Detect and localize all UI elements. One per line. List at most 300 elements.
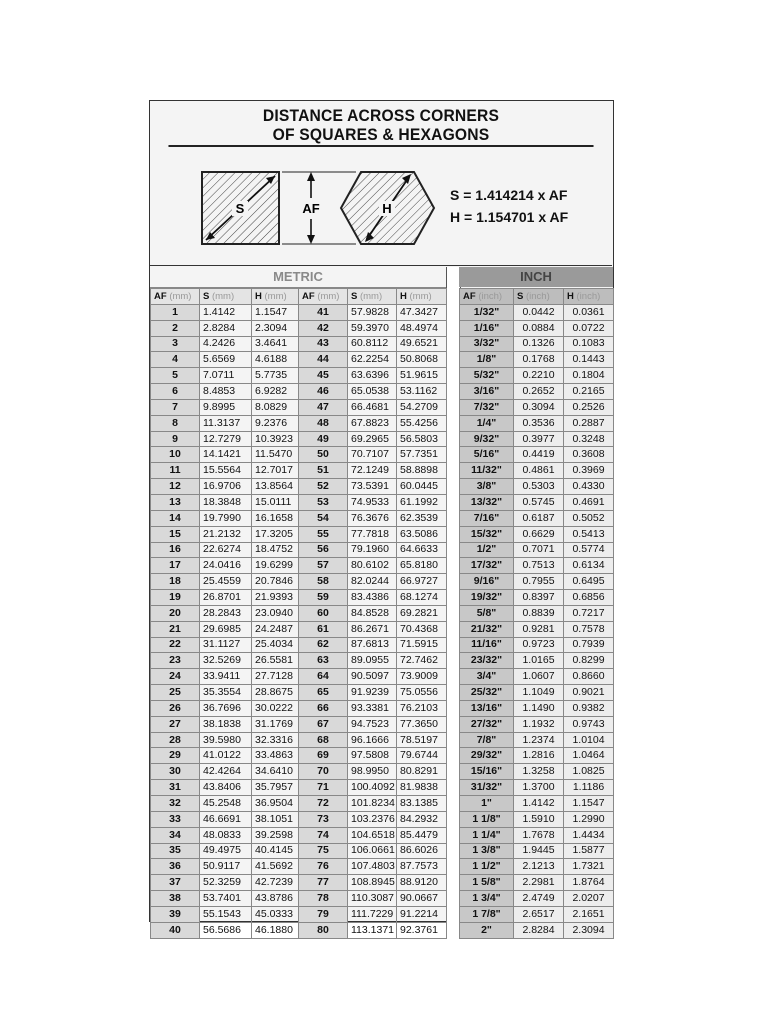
value-cell: 91.9239 [348,685,397,701]
table-row [460,304,614,320]
value-cell: 0.9281 [514,621,564,637]
af-cell: 23/32" [460,653,514,669]
value-cell: 0.3094 [514,399,564,415]
value-cell: 106.0661 [348,843,397,859]
header-name: AF [463,290,476,302]
table-row [460,368,614,384]
af-cell: 22 [151,637,200,653]
value-cell: 1.5910 [514,811,564,827]
af-cell: 27/32" [460,716,514,732]
af-cell: 57 [299,558,348,574]
value-cell: 0.0722 [564,320,614,336]
af-cell: 14 [151,510,200,526]
value-cell: 35.3554 [200,685,252,701]
value-cell: 1.0104 [564,732,614,748]
value-cell: 39.5980 [200,732,252,748]
value-cell: 45.2548 [200,796,252,812]
table-row [460,716,614,732]
value-cell: 41.5692 [252,859,299,875]
value-cell: 0.9723 [514,637,564,653]
value-cell: 52.3259 [200,875,252,891]
table-row [460,700,614,716]
value-cell: 11.5470 [252,447,299,463]
value-cell: 25.4034 [252,637,299,653]
af-cell: 1/32" [460,304,514,320]
value-cell: 70.7107 [348,447,397,463]
af-cell: 7/32" [460,399,514,415]
value-cell: 74.9533 [348,494,397,510]
table-row [151,574,447,590]
value-cell: 111.7229 [348,906,397,922]
table-row [151,732,447,748]
table-row [151,336,447,352]
table-row [460,590,614,606]
value-cell: 69.2965 [348,431,397,447]
value-cell: 33.9411 [200,669,252,685]
af-cell: 46 [299,384,348,400]
value-cell: 0.8397 [514,590,564,606]
af-cell: 79 [299,906,348,922]
af-cell: 19/32" [460,590,514,606]
table-row [460,574,614,590]
value-cell: 64.6633 [397,542,447,558]
value-cell: 31.1127 [200,637,252,653]
header-unit: (mm) [169,290,192,302]
af-cell: 78 [299,891,348,907]
value-cell: 0.7513 [514,558,564,574]
metric-table-body [151,304,447,938]
chart-title [168,101,593,147]
af-cell: 15/16" [460,764,514,780]
value-cell: 24.0416 [200,558,252,574]
value-cell: 32.3316 [252,732,299,748]
metric-header-s [348,289,397,305]
value-cell: 89.0955 [348,653,397,669]
af-cell: 54 [299,510,348,526]
af-cell: 3/32" [460,336,514,352]
value-cell: 43.8406 [200,780,252,796]
value-cell: 2.6517 [514,906,564,922]
af-cell: 62 [299,637,348,653]
value-cell: 0.4691 [564,494,614,510]
value-cell: 48.4974 [397,320,447,336]
value-cell: 36.7696 [200,700,252,716]
value-cell: 28.8675 [252,685,299,701]
af-cell: 1/2" [460,542,514,558]
header-name: H [255,290,262,302]
table-row [151,415,447,431]
value-cell: 57.9828 [348,304,397,320]
af-cell: 7/8" [460,732,514,748]
inch-heading: INCH [459,267,613,287]
af-cell: 27 [151,716,200,732]
af-cell: 50 [299,447,348,463]
value-cell: 1.7678 [514,827,564,843]
value-cell: 0.9021 [564,685,614,701]
af-cell: 4 [151,352,200,368]
value-cell: 0.7217 [564,605,614,621]
value-cell: 5.6569 [200,352,252,368]
formula-s: S = 1.414214 x AF [450,187,568,203]
af-cell: 21 [151,621,200,637]
reference-chart-card [149,100,614,936]
value-cell: 0.4861 [514,463,564,479]
inch-table-body [460,304,614,938]
table-row [460,352,614,368]
value-cell: 56.5803 [397,431,447,447]
value-cell: 6.9282 [252,384,299,400]
table-row [460,780,614,796]
value-cell: 0.5052 [564,510,614,526]
metric-header-af [299,289,348,305]
table-row [460,827,614,843]
af-cell: 1/8" [460,352,514,368]
value-cell: 0.6134 [564,558,614,574]
value-cell: 0.7578 [564,621,614,637]
af-cell: 1 3/4" [460,891,514,907]
value-cell: 81.9838 [397,780,447,796]
value-cell: 1.4142 [200,304,252,320]
value-cell: 1.2816 [514,748,564,764]
af-cell: 2 [151,320,200,336]
value-cell: 110.3087 [348,891,397,907]
value-cell: 16.9706 [200,479,252,495]
value-cell: 32.5269 [200,653,252,669]
table-row [460,843,614,859]
metric-header-h [252,289,299,305]
value-cell: 46.1880 [252,922,299,938]
inch-header-row [460,289,614,305]
af-cell: 70 [299,764,348,780]
af-cell: 9 [151,431,200,447]
table-row [151,320,447,336]
value-cell: 12.7017 [252,463,299,479]
af-cell: 47 [299,399,348,415]
af-cell: 77 [299,875,348,891]
value-cell: 1.1490 [514,700,564,716]
value-cell: 33.4863 [252,748,299,764]
value-cell: 2.1651 [564,906,614,922]
value-cell: 0.1326 [514,336,564,352]
header-unit: (mm) [264,290,287,302]
af-cell: 11/16" [460,637,514,653]
af-cell: 2" [460,922,514,938]
value-cell: 3.4641 [252,336,299,352]
table-row [151,796,447,812]
value-cell: 1.8764 [564,875,614,891]
af-cell: 1 7/8" [460,906,514,922]
value-cell: 86.2671 [348,621,397,637]
value-cell: 93.3381 [348,700,397,716]
table-row [151,542,447,558]
metric-table [150,288,447,939]
af-cell: 7/16" [460,510,514,526]
value-cell: 50.9117 [200,859,252,875]
value-cell: 53.1162 [397,384,447,400]
header-unit: (mm) [317,290,340,302]
value-cell: 0.1804 [564,368,614,384]
af-cell: 8 [151,415,200,431]
value-cell: 34.6410 [252,764,299,780]
table-row [151,764,447,780]
af-cell: 74 [299,827,348,843]
value-cell: 2.0207 [564,891,614,907]
value-cell: 55.1543 [200,906,252,922]
value-cell: 39.2598 [252,827,299,843]
value-cell: 0.5303 [514,479,564,495]
value-cell: 91.2214 [397,906,447,922]
af-cell: 10 [151,447,200,463]
value-cell: 56.5686 [200,922,252,938]
value-cell: 0.0361 [564,304,614,320]
af-cell: 13 [151,494,200,510]
value-cell: 86.6026 [397,843,447,859]
value-cell: 16.1658 [252,510,299,526]
af-cell: 35 [151,843,200,859]
value-cell: 8.0829 [252,399,299,415]
value-cell: 2.2981 [514,875,564,891]
value-cell: 68.1274 [397,590,447,606]
af-cell: 1 1/4" [460,827,514,843]
value-cell: 18.3848 [200,494,252,510]
table-row [460,811,614,827]
af-cell: 23 [151,653,200,669]
value-cell: 0.9743 [564,716,614,732]
value-cell: 0.2652 [514,384,564,400]
value-cell: 1.2374 [514,732,564,748]
af-cell: 65 [299,685,348,701]
value-cell: 21.9393 [252,590,299,606]
shape-diagram [150,147,612,266]
af-cell: 6 [151,384,200,400]
value-cell: 19.7990 [200,510,252,526]
table-row [151,431,447,447]
value-cell: 65.8180 [397,558,447,574]
af-cell: 63 [299,653,348,669]
value-cell: 100.4092 [348,780,397,796]
metric-header-af [151,289,200,305]
table-row [151,685,447,701]
value-cell: 1.1186 [564,780,614,796]
af-cell: 1 1/8" [460,811,514,827]
value-cell: 1.4434 [564,827,614,843]
af-cell: 29 [151,748,200,764]
table-row [151,605,447,621]
table-row [151,526,447,542]
value-cell: 98.9950 [348,764,397,780]
af-cell: 26 [151,700,200,716]
af-cell: 30 [151,764,200,780]
table-row [151,479,447,495]
value-cell: 55.4256 [397,415,447,431]
value-cell: 0.7071 [514,542,564,558]
value-cell: 14.1421 [200,447,252,463]
value-cell: 76.3676 [348,510,397,526]
value-cell: 70.4368 [397,621,447,637]
value-cell: 24.2487 [252,621,299,637]
table-row [460,637,614,653]
value-cell: 85.4479 [397,827,447,843]
af-cell: 25/32" [460,685,514,701]
af-cell: 28 [151,732,200,748]
value-cell: 46.6691 [200,811,252,827]
value-cell: 65.0538 [348,384,397,400]
af-cell: 71 [299,780,348,796]
header-name: AF [154,290,167,302]
table-row [460,906,614,922]
value-cell: 48.0833 [200,827,252,843]
metric-heading: METRIC [150,267,446,288]
table-row [460,494,614,510]
table-row [151,384,447,400]
value-cell: 1.5877 [564,843,614,859]
af-cell: 67 [299,716,348,732]
value-cell: 75.0556 [397,685,447,701]
table-row [460,415,614,431]
table-row [151,716,447,732]
value-cell: 31.1769 [252,716,299,732]
af-cell: 17/32" [460,558,514,574]
value-cell: 15.0111 [252,494,299,510]
value-cell: 20.7846 [252,574,299,590]
value-cell: 73.9009 [397,669,447,685]
value-cell: 1.1547 [252,304,299,320]
value-cell: 7.0711 [200,368,252,384]
value-cell: 0.5774 [564,542,614,558]
af-cell: 49 [299,431,348,447]
af-cell: 16 [151,542,200,558]
value-cell: 36.9504 [252,796,299,812]
table-row [460,859,614,875]
table-row [151,669,447,685]
square-hexagon-illustration [150,147,612,265]
value-cell: 0.0884 [514,320,564,336]
value-cell: 82.0244 [348,574,397,590]
value-cell: 0.7955 [514,574,564,590]
af-cell: 31 [151,780,200,796]
inch-header-s [514,289,564,305]
value-cell: 101.8234 [348,796,397,812]
value-cell: 103.2376 [348,811,397,827]
value-cell: 2.3094 [564,922,614,938]
value-cell: 1.0825 [564,764,614,780]
value-cell: 47.3427 [397,304,447,320]
af-cell: 34 [151,827,200,843]
table-row [151,875,447,891]
table-row [151,891,447,907]
value-cell: 42.7239 [252,875,299,891]
af-cell: 39 [151,906,200,922]
table-row [151,653,447,669]
value-cell: 50.8068 [397,352,447,368]
value-cell: 17.3205 [252,526,299,542]
af-cell: 5/32" [460,368,514,384]
value-cell: 27.7128 [252,669,299,685]
table-row [460,526,614,542]
inch-header-h [564,289,614,305]
value-cell: 0.5745 [514,494,564,510]
value-cell: 72.7462 [397,653,447,669]
table-row [460,748,614,764]
value-cell: 2.8284 [514,922,564,938]
table-row [460,685,614,701]
value-cell: 1.3700 [514,780,564,796]
value-cell: 60.0445 [397,479,447,495]
af-cell: 37 [151,875,200,891]
header-name: S [351,290,358,302]
value-cell: 84.2932 [397,811,447,827]
value-cell: 1.1932 [514,716,564,732]
title-line-2: OF SQUARES & HEXAGONS [272,125,490,144]
value-cell: 63.6396 [348,368,397,384]
table-row [151,906,447,922]
af-cell: 19 [151,590,200,606]
value-cell: 62.2254 [348,352,397,368]
value-cell: 13.8564 [252,479,299,495]
value-cell: 0.8660 [564,669,614,685]
value-cell: 76.2103 [397,700,447,716]
af-label: AF [302,201,320,216]
table-row [151,700,447,716]
af-cell: 33 [151,811,200,827]
value-cell: 79.1960 [348,542,397,558]
value-cell: 73.5391 [348,479,397,495]
af-cell: 72 [299,796,348,812]
value-cell: 79.6744 [397,748,447,764]
table-row [460,479,614,495]
metric-header-row [151,289,447,305]
table-row [151,637,447,653]
value-cell: 60.8112 [348,336,397,352]
value-cell: 72.1249 [348,463,397,479]
af-cell: 69 [299,748,348,764]
value-cell: 12.7279 [200,431,252,447]
af-cell: 45 [299,368,348,384]
value-cell: 22.6274 [200,542,252,558]
af-cell: 64 [299,669,348,685]
af-cell: 80 [299,922,348,938]
table-row [151,368,447,384]
value-cell: 90.5097 [348,669,397,685]
value-cell: 40.4145 [252,843,299,859]
value-cell: 0.8299 [564,653,614,669]
table-row [460,732,614,748]
table-row [460,510,614,526]
value-cell: 41.0122 [200,748,252,764]
value-cell: 2.4749 [514,891,564,907]
value-cell: 0.4330 [564,479,614,495]
value-cell: 96.1666 [348,732,397,748]
af-cell: 1 1/2" [460,859,514,875]
af-cell: 5/16" [460,447,514,463]
table-row [151,590,447,606]
metric-header-h [397,289,447,305]
af-cell: 20 [151,605,200,621]
value-cell: 94.7523 [348,716,397,732]
value-cell: 0.2165 [564,384,614,400]
value-cell: 87.7573 [397,859,447,875]
value-cell: 58.8898 [397,463,447,479]
header-unit: (mm) [211,290,235,302]
value-cell: 38.1051 [252,811,299,827]
value-cell: 49.6521 [397,336,447,352]
af-cell: 42 [299,320,348,336]
value-cell: 21.2132 [200,526,252,542]
value-cell: 9.2376 [252,415,299,431]
value-cell: 104.6518 [348,827,397,843]
value-cell: 57.7351 [397,447,447,463]
table-row [460,399,614,415]
